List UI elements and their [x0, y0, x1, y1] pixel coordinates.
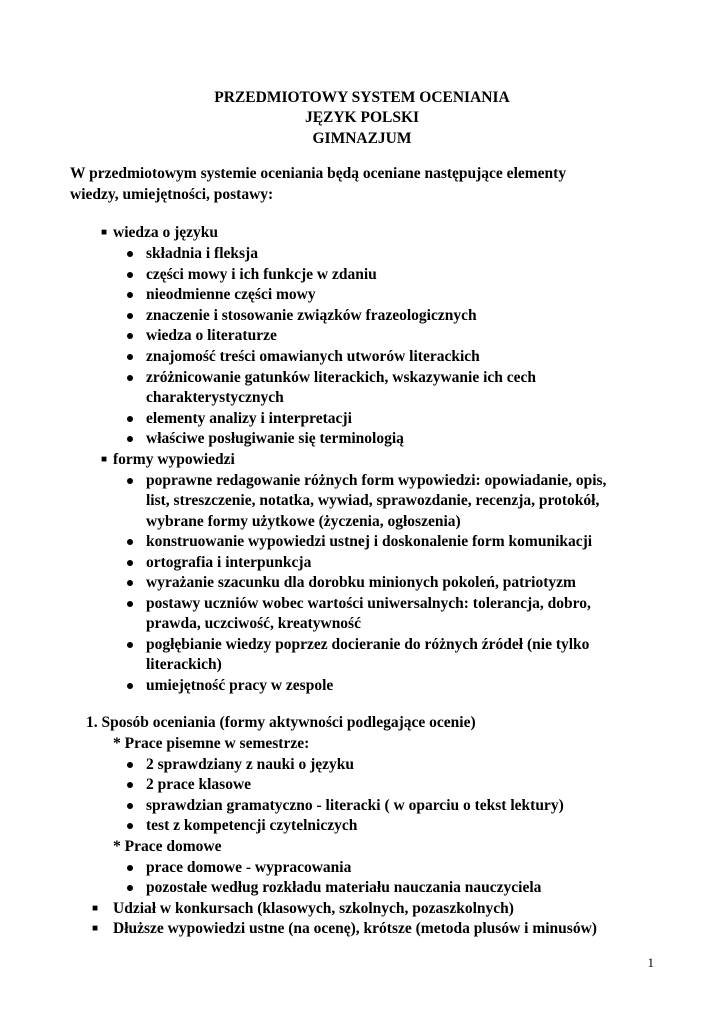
- list-item: 2 sprawdziany z nauki o języku: [146, 756, 354, 773]
- list-item: Dłuższe wypowiedzi ustne (na ocenę), krótsze (metoda plusów i minusów): [113, 920, 597, 937]
- list-item-continuation: list, streszczenie, notatka, wywiad, sprawozdanie, recenzja, protokół,: [146, 492, 600, 509]
- list-item: prace domowe - wypracowania: [146, 859, 352, 876]
- intro-line: W przedmiotowym systemie oceniania będą oceniane następujące elementy: [70, 165, 567, 182]
- list-item: konstruowanie wypowiedzi ustnej i doskonalenie form komunikacji: [146, 533, 593, 550]
- list-item: zróżnicowanie gatunków literackich, wskazywanie ich cech: [146, 369, 537, 386]
- round-bullet-icon: [127, 416, 133, 422]
- written-work-heading: * Prace pisemne w semestrze:: [113, 735, 310, 752]
- round-bullet-icon: [127, 560, 133, 566]
- list-item: test z kompetencji czytelniczych: [146, 817, 358, 834]
- round-bullet-icon: [127, 782, 133, 788]
- round-bullet-icon: [127, 478, 133, 484]
- list-item-continuation: prawda, uczciwość, kreatywność: [146, 615, 361, 632]
- list-item: znajomość treści omawianych utworów literackich: [146, 348, 480, 365]
- list-item: elementy analizy i interpretacji: [146, 410, 352, 427]
- assessment-heading: 1. Sposób oceniania (formy aktywności podlegające ocenie): [86, 714, 476, 731]
- list-item: wyrażanie szacunku dla dorobku minionych pokoleń, patriotyzm: [146, 574, 576, 591]
- round-bullet-icon: [127, 885, 133, 891]
- round-bullet-icon: [127, 580, 133, 586]
- list-item: znaczenie i stosowanie związków frazeologicznych: [146, 307, 477, 324]
- intro-paragraph: [70, 164, 670, 205]
- list-item: poprawne redagowanie różnych form wypowiedzi: opowiadanie, opis,: [146, 472, 607, 489]
- round-bullet-icon: [127, 333, 133, 339]
- document-subject: JĘZYK POLSKI: [304, 109, 420, 126]
- square-bullet-icon: ■: [92, 903, 99, 914]
- list-item: nieodmienne części mowy: [146, 286, 316, 303]
- round-bullet-icon: [127, 313, 133, 319]
- list-item-continuation: literackich): [146, 656, 222, 673]
- intro-line: wiedzy, umiejętności, postawy:: [70, 185, 274, 203]
- list-item: pozostałe według rozkładu materiału nauczania nauczyciela: [146, 879, 542, 896]
- round-bullet-icon: [127, 642, 133, 648]
- round-bullet-icon: [127, 539, 133, 545]
- list-item: pogłębianie wiedzy poprzez docieranie do różnych źródeł (nie tylko: [146, 636, 590, 653]
- section-label-language: wiedza o języku: [113, 224, 219, 241]
- list-item-continuation: charakterystycznych: [146, 389, 284, 406]
- round-bullet-icon: [127, 823, 133, 829]
- section-label-forms: formy wypowiedzi: [113, 451, 235, 468]
- round-bullet-icon: [127, 292, 133, 298]
- list-item-continuation: wybrane formy użytkowe (życzenia, ogłoszenia): [146, 513, 461, 530]
- list-item: właściwe posługiwanie się terminologią: [146, 430, 404, 447]
- round-bullet-icon: [127, 803, 133, 809]
- document-title: PRZEDMIOTOWY SYSTEM OCENIANIA: [214, 89, 510, 106]
- list-item: umiejętność pracy w zespole: [146, 677, 334, 694]
- homework-heading: * Prace domowe: [113, 838, 222, 855]
- round-bullet-icon: [127, 436, 133, 442]
- square-bullet-icon: ■: [101, 454, 108, 465]
- list-item: postawy uczniów wobec wartości uniwersalnych: tolerancja, dobro,: [146, 595, 591, 612]
- document-school-level: GIMNAZJUM: [312, 130, 412, 147]
- page-number: 1: [647, 955, 654, 970]
- list-item: sprawdzian gramatyczno - literacki ( w oparciu o tekst lektury): [146, 797, 564, 814]
- round-bullet-icon: [127, 762, 133, 768]
- square-bullet-icon: ■: [92, 923, 99, 934]
- round-bullet-icon: [127, 354, 133, 360]
- round-bullet-icon: [127, 251, 133, 257]
- list-item: składnia i fleksja: [146, 245, 258, 262]
- list-item: 2 prace klasowe: [146, 776, 252, 793]
- round-bullet-icon: [127, 601, 133, 607]
- round-bullet-icon: [127, 865, 133, 871]
- list-item: części mowy i ich funkcje w zdaniu: [146, 266, 377, 283]
- list-item: Udział w konkursach (klasowych, szkolnych, pozaszkolnych): [113, 900, 514, 917]
- list-item: ortografia i interpunkcja: [146, 554, 312, 571]
- square-bullet-icon: ■: [101, 227, 108, 238]
- round-bullet-icon: [127, 375, 133, 381]
- round-bullet-icon: [127, 272, 133, 278]
- round-bullet-icon: [127, 683, 133, 689]
- list-item: wiedza o literaturze: [146, 327, 277, 344]
